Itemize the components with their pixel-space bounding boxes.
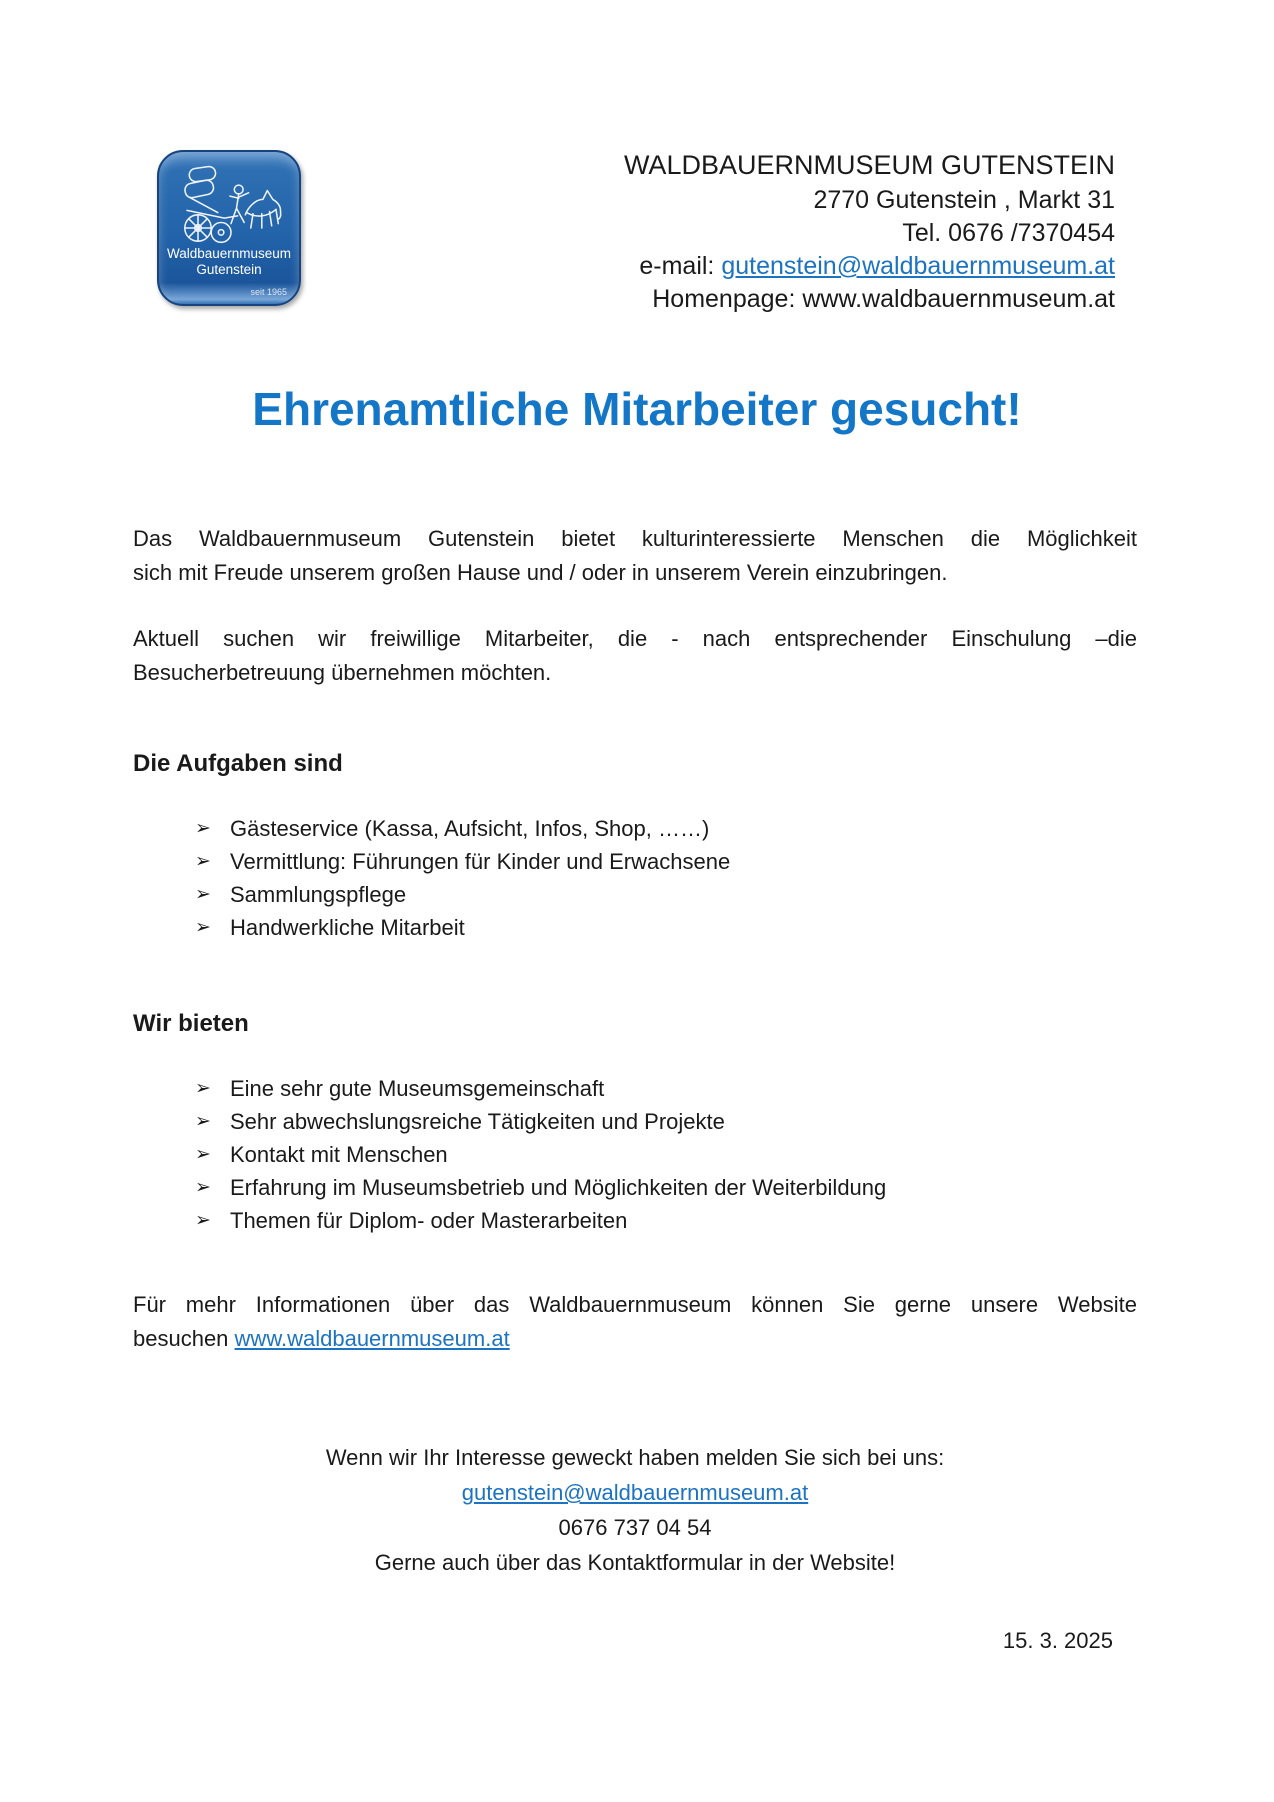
offer-item-label: Sehr abwechslungsreiche Tätigkeiten und Projekte bbox=[230, 1109, 725, 1134]
intro-paragraph-2 bbox=[133, 622, 1137, 690]
page-title: Ehrenamtliche Mitarbeiter gesucht! bbox=[252, 383, 1022, 435]
task-item bbox=[133, 911, 1137, 944]
logo-title-line2: Gutenstein bbox=[196, 262, 262, 277]
task-item bbox=[133, 845, 1137, 878]
document-date: 15. 3. 2025 bbox=[1002, 1628, 1113, 1653]
offer-item-label: Erfahrung im Museumsbetrieb und Möglichkeiten der Weiterbildung bbox=[230, 1175, 887, 1200]
logo-since-label: seit 1965 bbox=[250, 287, 287, 297]
arrow-bullet-icon: ➢ bbox=[195, 1077, 211, 1099]
paragraph-line bbox=[133, 1322, 1137, 1356]
task-item-label: Gästeservice (Kassa, Aufsicht, Infos, Shop, ……) bbox=[230, 816, 710, 841]
paragraph-line: Für mehr Informationen über das Waldbauernmuseum können Sie gerne unsere Website bbox=[133, 1292, 1137, 1317]
offer-item bbox=[133, 1138, 1137, 1171]
offer-item-label: Themen für Diplom- oder Masterarbeiten bbox=[230, 1208, 628, 1233]
contact-phone: 0676 737 04 54 bbox=[558, 1515, 712, 1540]
paragraph-line: Besucherbetreuung übernehmen möchten. bbox=[133, 660, 552, 685]
horse-cart-illustration bbox=[176, 162, 286, 250]
contact-email-link[interactable]: gutenstein@waldbauernmuseum.at bbox=[461, 1480, 809, 1505]
arrow-bullet-icon: ➢ bbox=[195, 883, 211, 905]
info-paragraph bbox=[133, 1288, 1137, 1356]
offer-list bbox=[133, 1072, 1137, 1237]
arrow-bullet-icon: ➢ bbox=[195, 916, 211, 938]
offer-item-label: Eine sehr gute Museumsgemeinschaft bbox=[230, 1076, 605, 1101]
task-item-label: Handwerkliche Mitarbeit bbox=[230, 915, 465, 940]
logo-title bbox=[159, 246, 299, 278]
logo-title-line1: Waldbauernmuseum bbox=[166, 246, 292, 261]
contact-block bbox=[133, 1440, 1137, 1580]
website-link[interactable]: www.waldbauernmuseum.at bbox=[234, 1326, 510, 1351]
arrow-bullet-icon: ➢ bbox=[195, 850, 211, 872]
offer-item bbox=[133, 1171, 1137, 1204]
offer-heading: Wir bieten bbox=[133, 1010, 249, 1037]
arrow-bullet-icon: ➢ bbox=[195, 817, 211, 839]
homepage-line bbox=[624, 283, 1115, 316]
task-item-label: Vermittlung: Führungen für Kinder und Erwachsene bbox=[230, 849, 731, 874]
email-line bbox=[624, 250, 1115, 283]
museum-logo bbox=[157, 150, 301, 306]
tasks-list bbox=[133, 812, 1137, 944]
arrow-bullet-icon: ➢ bbox=[195, 1110, 211, 1132]
phone-line: Tel. 0676 /7370454 bbox=[902, 219, 1115, 247]
header-contact-block bbox=[624, 146, 1115, 316]
paragraph-line: sich mit Freude unserem großen Hause und / oder in unserem Verein einzubringen. bbox=[133, 560, 948, 585]
contact-intro: Wenn wir Ihr Interesse geweckt haben melden Sie sich bei uns: bbox=[325, 1445, 945, 1470]
offer-item bbox=[133, 1072, 1137, 1105]
info-before-link: besuchen bbox=[133, 1326, 229, 1351]
arrow-bullet-icon: ➢ bbox=[195, 1176, 211, 1198]
paragraph-line: Das Waldbauernmuseum Gutenstein bietet kulturinteressierte Menschen die Möglichkeit bbox=[133, 526, 1137, 551]
tasks-heading: Die Aufgaben sind bbox=[133, 750, 343, 777]
homepage-label: Homenpage: bbox=[652, 285, 796, 313]
offer-item bbox=[133, 1105, 1137, 1138]
contact-alternative: Gerne auch über das Kontaktformular in der Website! bbox=[374, 1550, 896, 1575]
org-name: WALDBAUERNMUSEUM GUTENSTEIN bbox=[623, 150, 1115, 180]
arrow-bullet-icon: ➢ bbox=[195, 1209, 211, 1231]
email-label: e-mail: bbox=[639, 252, 715, 280]
address-line: 2770 Gutenstein , Markt 31 bbox=[813, 186, 1115, 214]
arrow-bullet-icon: ➢ bbox=[195, 1143, 211, 1165]
email-link[interactable]: gutenstein@waldbauernmuseum.at bbox=[721, 252, 1115, 280]
offer-item-label: Kontakt mit Menschen bbox=[230, 1142, 448, 1167]
paragraph-line: Aktuell suchen wir freiwillige Mitarbeiter, die - nach entsprechender Einschulung –die bbox=[133, 626, 1137, 651]
intro-paragraph-1 bbox=[133, 522, 1137, 590]
task-item-label: Sammlungspflege bbox=[230, 882, 407, 907]
homepage-value: www.waldbauernmuseum.at bbox=[802, 285, 1115, 313]
task-item bbox=[133, 812, 1137, 845]
offer-item bbox=[133, 1204, 1137, 1237]
task-item bbox=[133, 878, 1137, 911]
